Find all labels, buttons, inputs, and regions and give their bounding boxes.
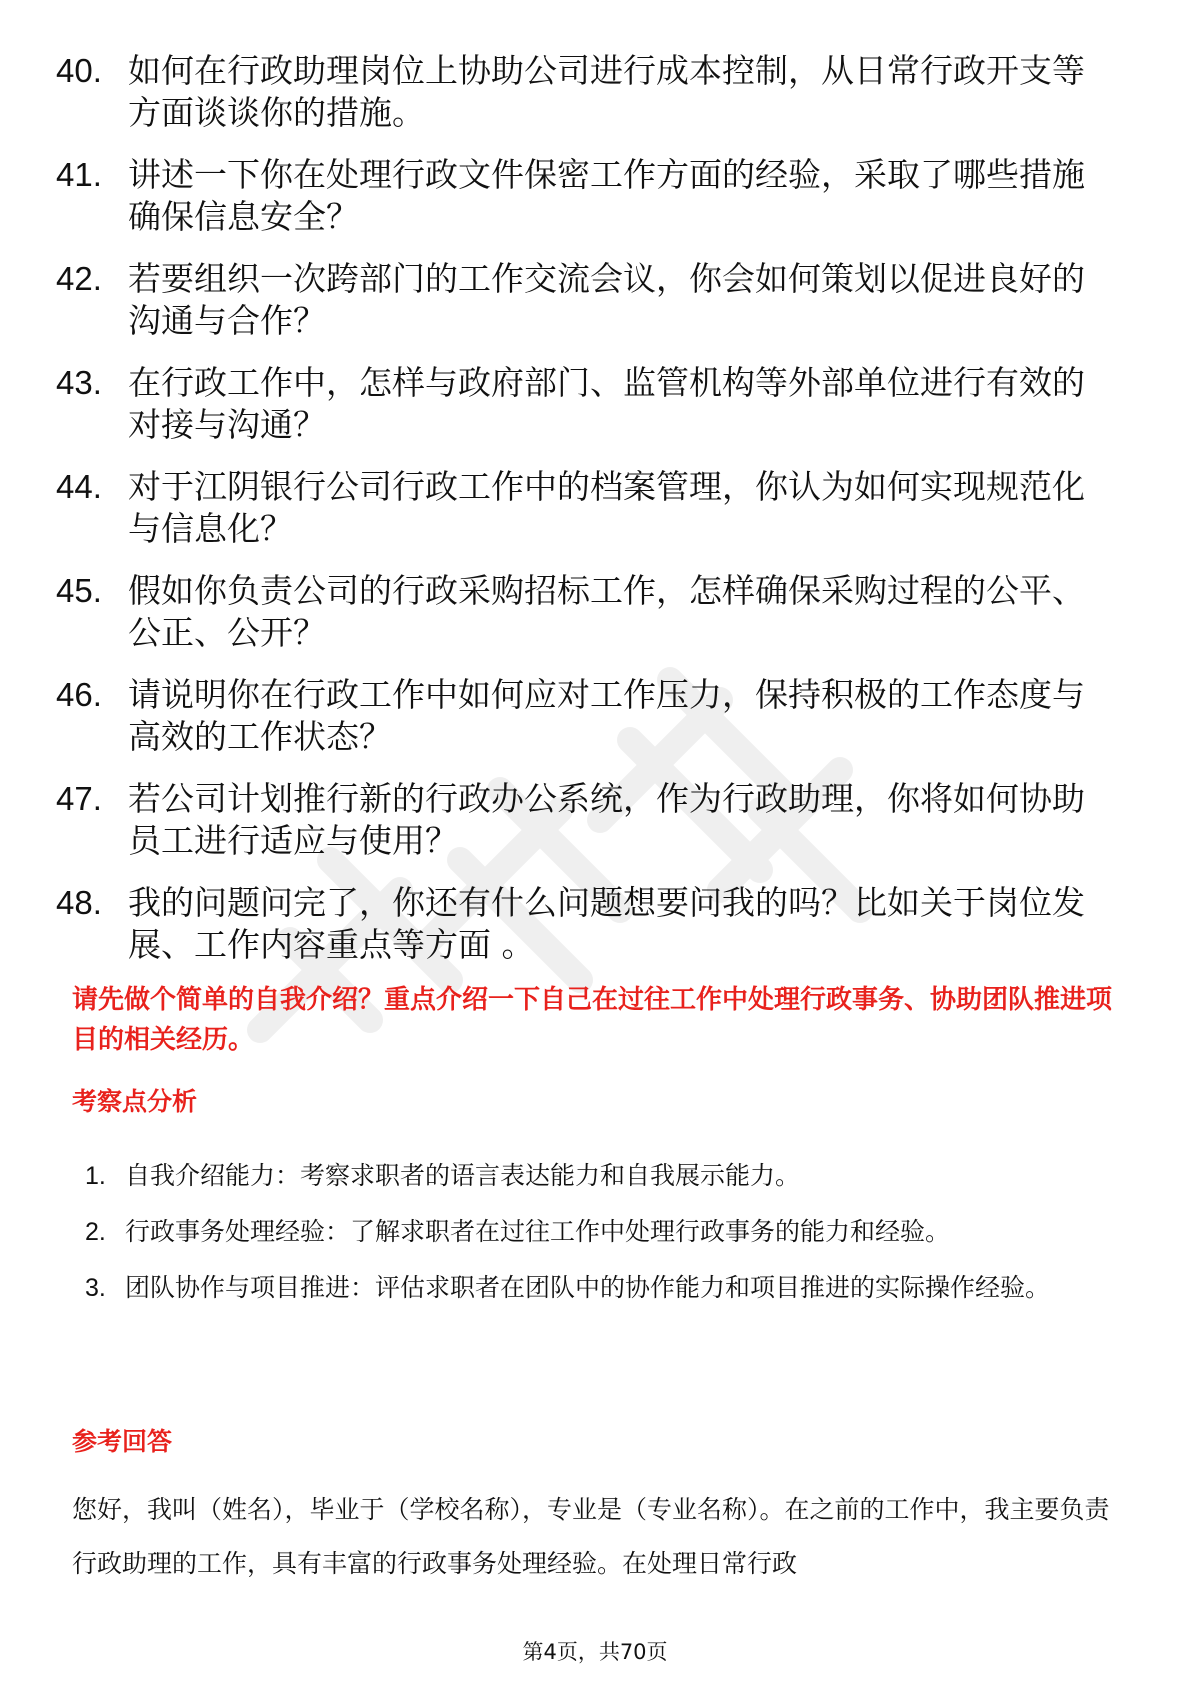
answer-heading: 参考回答 [72,1427,173,1456]
question-item [56,570,1116,654]
question-item [56,778,1116,862]
question-text: 在行政工作中，怎样与政府部门、监管机构等外部单位进行有效的对接与沟通？ [128,363,1085,444]
question-item [56,258,1116,342]
question-text: 我的问题问完了，你还有什么问题想要问我的吗？比如关于岗位发展、工作内容重点等方面 。 [128,883,1085,964]
analysis-item [85,1148,1115,1204]
question-number: 42. [56,260,102,297]
question-text: 若要组织一次跨部门的工作交流会议，你会如何策划以促进良好的沟通与合作？ [128,259,1085,340]
page-footer: 第4页，共70页 [522,1640,668,1664]
question-number: 41. [56,156,102,193]
question-number: 45. [56,572,102,609]
question-item [56,362,1116,446]
question-item [56,466,1116,550]
question-number: 43. [56,364,102,401]
question-item [56,882,1116,966]
question-number: 48. [56,884,102,921]
question-item [56,674,1116,758]
analysis-text: 团队协作与项目推进：评估求职者在团队中的协作能力和项目推进的实际操作经验。 [125,1273,1051,1302]
analysis-item [85,1260,1115,1316]
question-number: 46. [56,676,102,713]
analysis-number: 2. [85,1218,106,1246]
question-text: 讲述一下你在处理行政文件保密工作方面的经验，采取了哪些措施确保信息安全？ [128,155,1085,236]
question-item [56,50,1116,134]
question-text: 对于江阴银行公司行政工作中的档案管理，你认为如何实现规范化与信息化？ [128,467,1085,548]
analysis-number: 3. [85,1274,106,1302]
analysis-text: 行政事务处理经验：了解求职者在过往工作中处理行政事务的能力和经验。 [125,1217,951,1246]
question-number: 47. [56,780,102,817]
question-list [56,50,1116,986]
question-text: 若公司计划推行新的行政办公系统，作为行政助理，你将如何协助员工进行适应与使用？ [128,779,1085,860]
question-number: 40. [56,52,102,89]
analysis-item [85,1204,1115,1260]
featured-question: 请先做个简单的自我介绍？重点介绍一下自己在过往工作中处理行政事务、协助团队推进项目的相关经历。 [72,985,1113,1055]
question-text: 如何在行政助理岗位上协助公司进行成本控制，从日常行政开支等方面谈谈你的措施。 [128,51,1085,132]
question-item [56,154,1116,238]
question-text: 请说明你在行政工作中如何应对工作压力，保持积极的工作态度与高效的工作状态？ [128,675,1085,756]
analysis-list [85,1148,1115,1316]
answer-paragraph: 您好，我叫（姓名），毕业于（学校名称），专业是（专业名称）。在之前的工作中，我主要负责行政助理的工作，具有丰富的行政事务处理经验。在处理日常行政 [72,1495,1110,1578]
question-text: 假如你负责公司的行政采购招标工作，怎样确保采购过程的公平、公正、公开？ [128,571,1085,652]
analysis-heading: 考察点分析 [72,1087,198,1116]
analysis-number: 1. [85,1162,106,1190]
analysis-text: 自我介绍能力：考察求职者的语言表达能力和自我展示能力。 [125,1161,801,1190]
question-number: 44. [56,468,102,505]
